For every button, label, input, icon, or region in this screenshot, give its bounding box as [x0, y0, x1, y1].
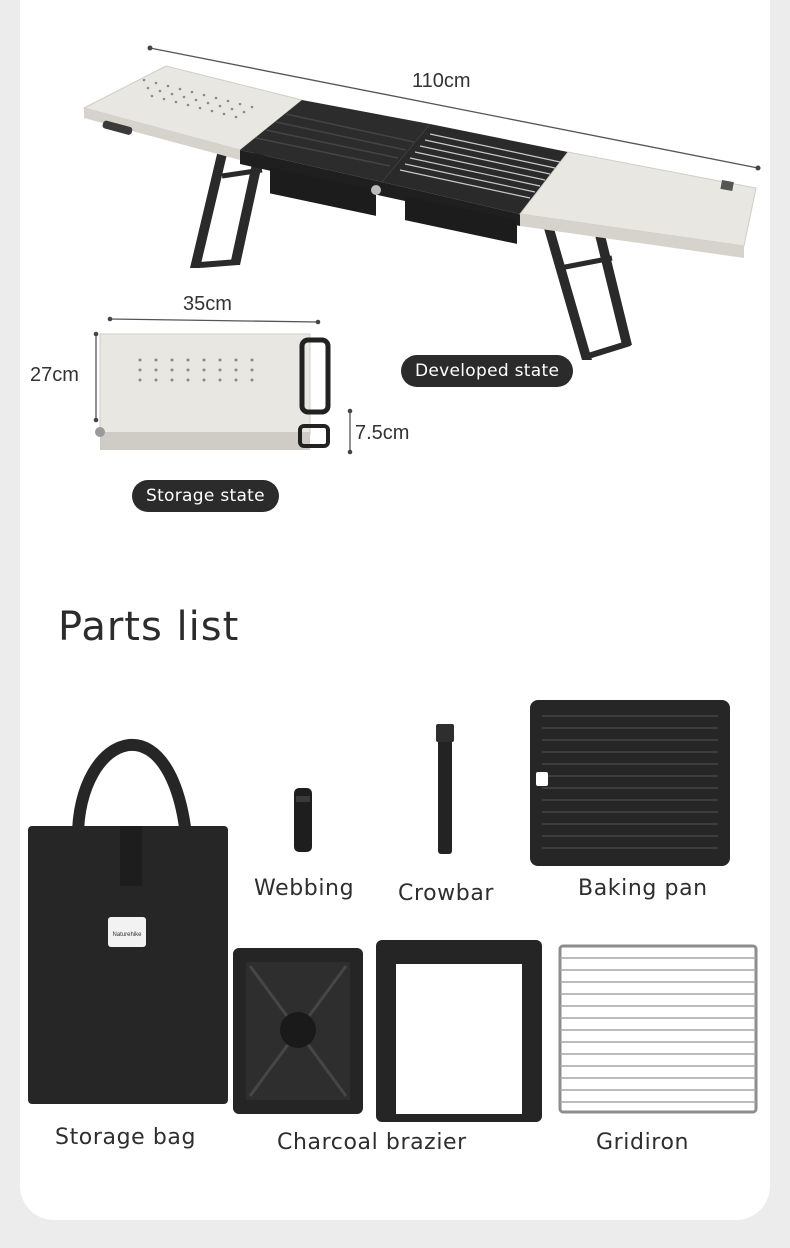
- part-label-crowbar: Crowbar: [398, 881, 495, 906]
- webbing-image: [294, 788, 312, 852]
- part-label-baking-pan: Baking pan: [578, 876, 708, 901]
- parts-list-title: Parts list: [58, 604, 240, 650]
- part-label-webbing: Webbing: [254, 876, 355, 901]
- charcoal-frame-image: [376, 940, 542, 1122]
- depth-label: 27cm: [30, 364, 79, 386]
- storage-state-badge: Storage state: [132, 480, 279, 512]
- gridiron-image: [560, 946, 756, 1112]
- part-label-storage-bag: Storage bag: [55, 1125, 197, 1150]
- width-label: 35cm: [183, 293, 232, 315]
- part-label-charcoal-brazier: Charcoal brazier: [277, 1130, 467, 1155]
- storage-bag-image: [28, 745, 228, 1104]
- baking-pan-image: [530, 700, 730, 866]
- developed-state-badge: Developed state: [401, 355, 573, 387]
- part-label-gridiron: Gridiron: [596, 1130, 690, 1155]
- height-label: 7.5cm: [355, 422, 410, 444]
- charcoal-tray-image: [233, 948, 363, 1114]
- storage-state-image: [95, 334, 328, 450]
- length-label: 110cm: [412, 70, 471, 92]
- crowbar-image: [436, 724, 454, 854]
- bag-logo: Naturehike: [112, 932, 142, 938]
